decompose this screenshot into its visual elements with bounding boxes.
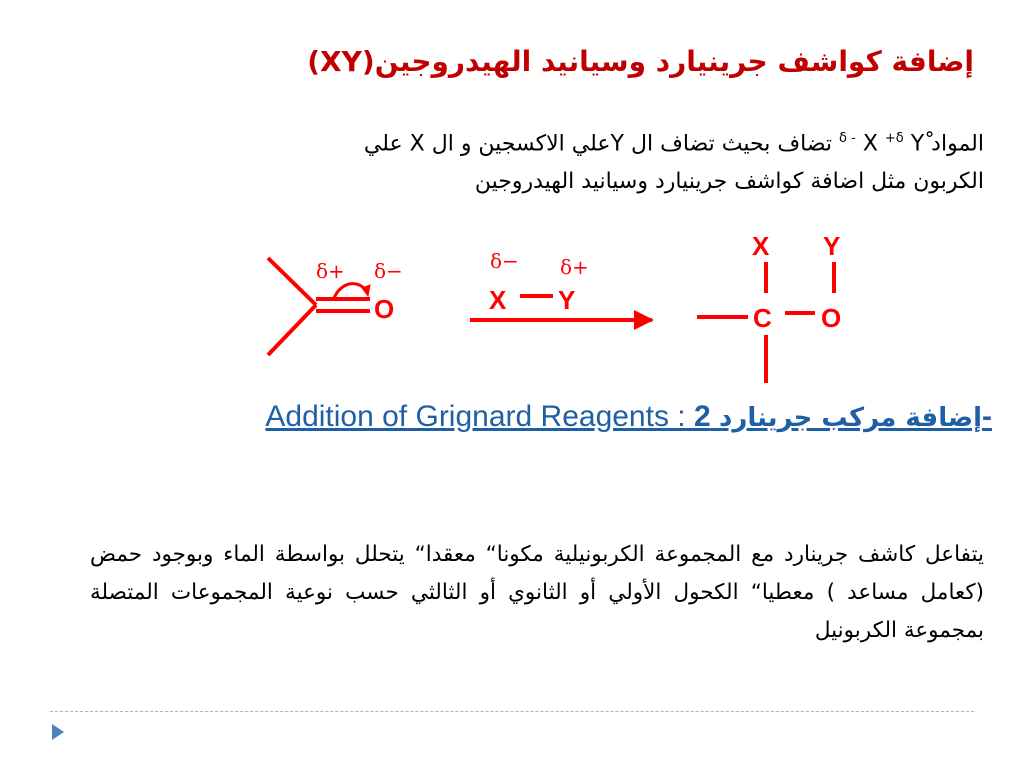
product-x: X	[752, 231, 770, 261]
x-symbol: X	[855, 131, 885, 157]
footer-divider	[50, 711, 974, 712]
intro-text: المواد	[924, 131, 984, 157]
carbonyl-delta-plus: δ+	[316, 259, 345, 283]
product-carbon: C	[753, 303, 772, 333]
intro-text: علي الاكسجين و ال	[424, 131, 611, 157]
electron-shift-arrow	[334, 284, 367, 298]
intro-line-2: الكربون مثل اضافة كواشف جرينيارد وسيانيد الهيدروجين	[474, 169, 984, 195]
carbonyl-oxygen: O	[374, 294, 395, 324]
y-symbol: Y	[610, 131, 624, 157]
carbonyl-bond-upper	[268, 258, 316, 305]
product-y: Y	[823, 231, 841, 261]
x-symbol: X	[409, 131, 425, 157]
y-symbol: Y	[903, 131, 925, 157]
section-heading-separator: :	[668, 400, 694, 433]
intro-text: تضاف بحيث تضاف ال	[630, 131, 833, 157]
reagent-x: X	[489, 285, 507, 315]
body-paragraph: يتفاعل كاشف جرينارد مع المجموعة الكربونيلية مكونا“ معقدا“ يتحلل بواسطة الماء وبوجود حمض (كعامل مساعد ) معطيا“ الكحول الأولي أو الثانوي أو الثالثي حسب نوعية المجموعات المتصلة بمجموعة الكربونيل	[90, 542, 984, 643]
delta-plus-label: +δ	[884, 131, 904, 146]
slide-title: إضافة كواشف جرينيارد وسيانيد الهيدروجين(XY)	[307, 45, 974, 78]
carbonyl-delta-minus: δ−	[374, 259, 403, 283]
play-triangle-icon[interactable]	[50, 722, 66, 742]
reagent-delta-minus: δ−	[490, 249, 519, 273]
delta-minus-label: δ -	[839, 131, 856, 146]
reagent-y: Y	[558, 285, 576, 315]
reagent-delta-plus: δ+	[560, 255, 589, 279]
section-heading-number: 2-	[693, 400, 992, 433]
product-oxygen: O	[821, 303, 842, 333]
section-heading-arabic: إضافة مركب جرينارد	[719, 403, 982, 433]
carbonyl-bond-lower	[268, 305, 316, 355]
section-heading	[100, 400, 992, 434]
section-heading-english: Addition of Grignard Reagents	[265, 400, 669, 433]
intro-text: علي	[363, 131, 410, 157]
